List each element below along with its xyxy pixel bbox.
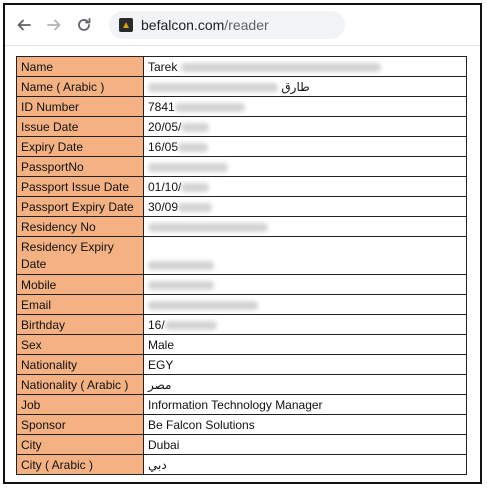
redacted-text	[148, 83, 278, 92]
browser-toolbar	[5, 5, 480, 46]
reader-data-table	[16, 56, 467, 475]
field-label: Birthday	[17, 315, 144, 335]
table-row	[17, 137, 467, 157]
redacted-text	[181, 123, 209, 132]
site-favicon-icon	[119, 18, 133, 32]
table-row	[17, 415, 467, 435]
field-value: مصر	[144, 375, 467, 395]
table-row	[17, 177, 467, 197]
table-row	[17, 237, 467, 275]
field-value: EGY	[144, 355, 467, 375]
table-row	[17, 97, 467, 117]
field-value: Tarek	[144, 57, 467, 77]
page-content	[5, 46, 480, 475]
redacted-text	[181, 63, 381, 72]
field-value: Dubai	[144, 435, 467, 455]
field-label: Nationality ( Arabic )	[17, 375, 144, 395]
field-value: 16/	[144, 315, 467, 335]
field-label: PassportNo	[17, 157, 144, 177]
field-label: Email	[17, 295, 144, 315]
table-row	[17, 335, 467, 355]
field-value	[144, 295, 467, 315]
url-domain: befalcon.com	[141, 17, 225, 33]
address-bar[interactable]	[109, 11, 345, 39]
table-row	[17, 435, 467, 455]
field-value	[144, 275, 467, 295]
redacted-text	[148, 223, 268, 232]
table-row	[17, 275, 467, 295]
redacted-text	[148, 163, 228, 172]
field-label: Sex	[17, 335, 144, 355]
redacted-text	[181, 183, 209, 192]
field-label: Passport Issue Date	[17, 177, 144, 197]
redacted-text	[148, 281, 214, 290]
field-label: ID Number	[17, 97, 144, 117]
field-value: 16/05	[144, 137, 467, 157]
table-row	[17, 395, 467, 415]
field-value: 01/10/	[144, 177, 467, 197]
field-value: 30/09	[144, 197, 467, 217]
field-value	[144, 237, 467, 275]
table-row	[17, 455, 467, 475]
arrow-right-icon	[46, 17, 62, 33]
reload-icon	[76, 17, 92, 33]
field-value: طارق	[144, 77, 467, 97]
table-row	[17, 57, 467, 77]
table-row	[17, 117, 467, 137]
field-value	[144, 157, 467, 177]
redacted-text	[148, 301, 258, 310]
field-value: دبي	[144, 455, 467, 475]
field-label: Nationality	[17, 355, 144, 375]
field-label: City ( Arabic )	[17, 455, 144, 475]
table-row	[17, 157, 467, 177]
field-value: Male	[144, 335, 467, 355]
field-label: Issue Date	[17, 117, 144, 137]
reload-button[interactable]	[71, 12, 97, 38]
field-label: Passport Expiry Date	[17, 197, 144, 217]
field-label: City	[17, 435, 144, 455]
redacted-text	[178, 203, 212, 212]
table-row	[17, 295, 467, 315]
back-button[interactable]	[11, 12, 37, 38]
table-row	[17, 375, 467, 395]
field-label: Mobile	[17, 275, 144, 295]
arrow-left-icon	[16, 17, 32, 33]
browser-window	[3, 3, 482, 484]
field-label: Residency No	[17, 217, 144, 237]
field-label: Residency Expiry Date	[17, 237, 144, 275]
url-path: /reader	[224, 17, 269, 33]
field-value: 7841	[144, 97, 467, 117]
field-label: Expiry Date	[17, 137, 144, 157]
field-value	[144, 217, 467, 237]
table-row	[17, 355, 467, 375]
redacted-text	[175, 103, 245, 112]
table-row	[17, 77, 467, 97]
field-label: Name	[17, 57, 144, 77]
table-row	[17, 217, 467, 237]
table-row	[17, 315, 467, 335]
redacted-text	[165, 321, 217, 330]
field-value: 20/05/	[144, 117, 467, 137]
field-value: Information Technology Manager	[144, 395, 467, 415]
field-value: Be Falcon Solutions	[144, 415, 467, 435]
field-label: Name ( Arabic )	[17, 77, 144, 97]
field-label: Job	[17, 395, 144, 415]
forward-button[interactable]	[41, 12, 67, 38]
redacted-text	[148, 261, 214, 270]
redacted-text	[178, 143, 208, 152]
field-label: Sponsor	[17, 415, 144, 435]
table-row	[17, 197, 467, 217]
